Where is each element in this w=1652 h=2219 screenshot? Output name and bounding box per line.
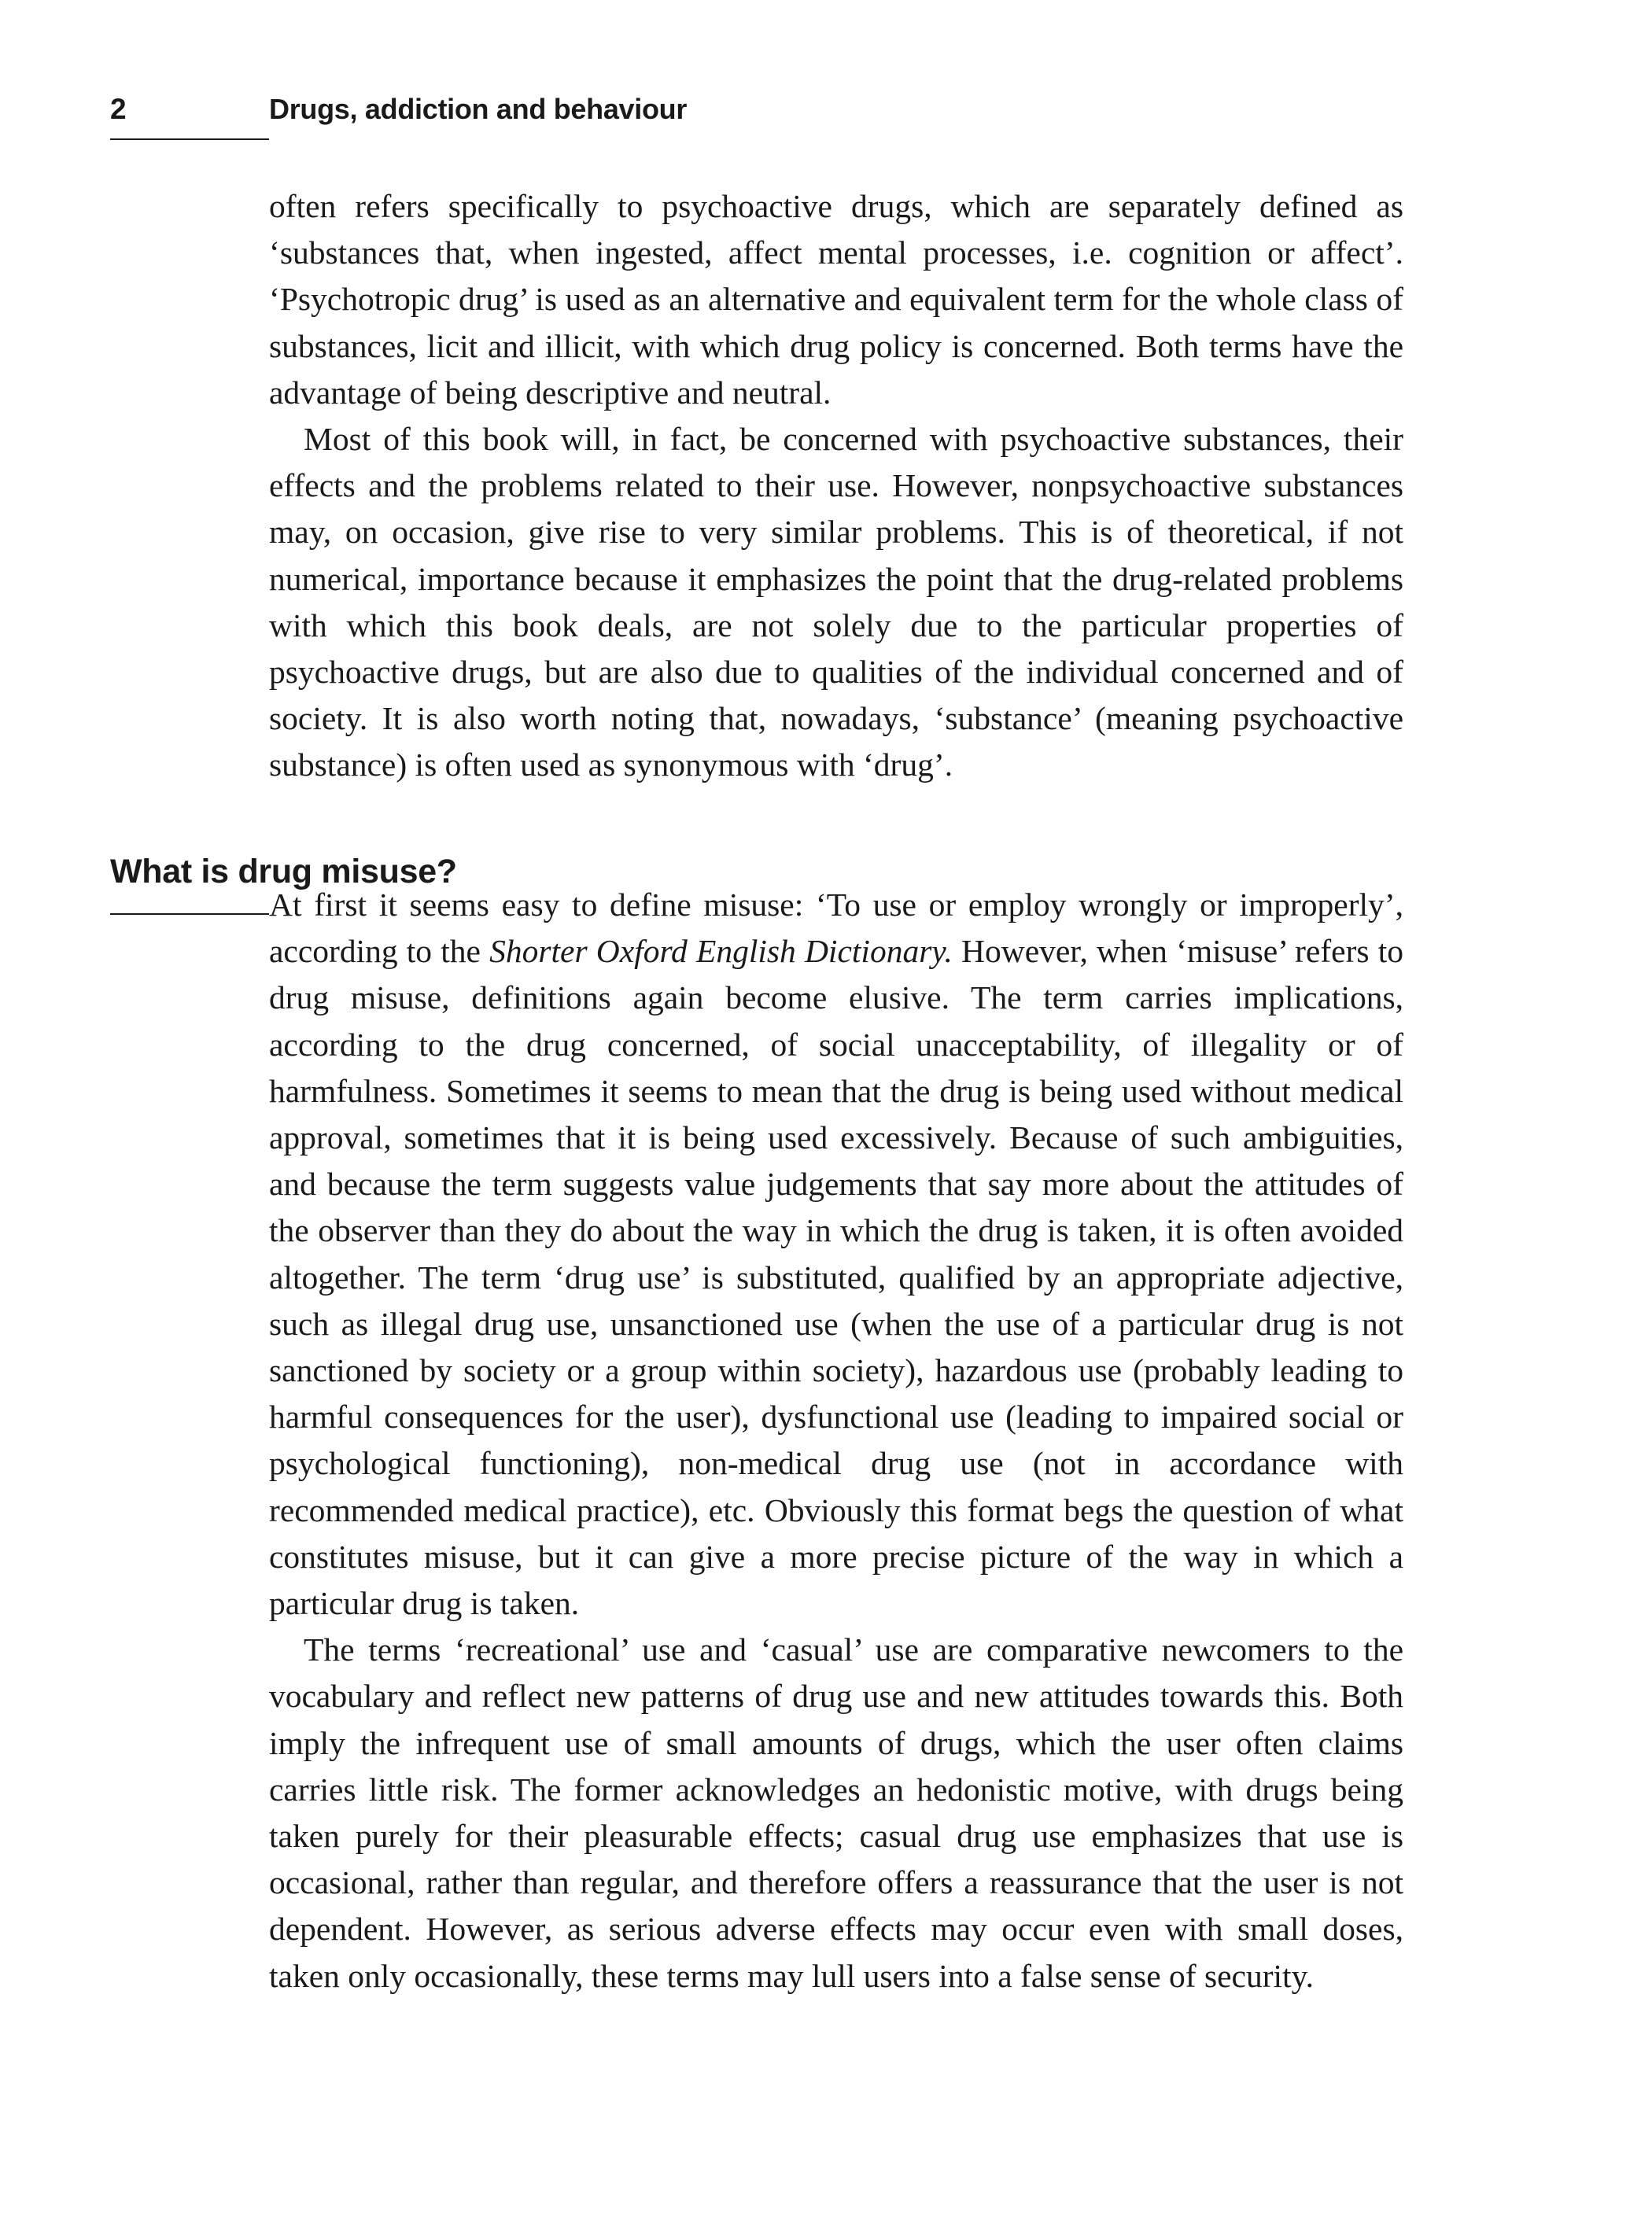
section-heading: What is drug misuse?: [110, 853, 457, 890]
section-rule: [110, 913, 269, 915]
paragraph: Most of this book will, in fact, be concerned with psychoactive substances, their effects and the problems related to their use. However, nonpsychoactive substances may, on occasion, give rise to very similar problems. This is of theoretical, if not numerical, importance because it emphasizes the point that the drug-related problems with which this book deals, are not solely due to the particular properties of psychoactive drugs, but are also due to qualities of the individual concerned and of society. It is also worth noting that, nowadays, ‘substance’ (meaning psychoactive substance) is often used as synonymous with ‘drug’.: [269, 421, 1403, 783]
running-head: [110, 87, 1526, 142]
text-run: At first it seems easy to define misuse: ‘To use or employ wrongly or improperly’, according to the: [269, 886, 1403, 970]
running-title: Drugs, addiction and behaviour: [269, 93, 688, 125]
text-run: However, when ‘misuse’ refers to drug misuse, definitions again become elusive. The term carries implications, according to the drug concerned, of social unacceptability, of illegality or of harmfulness. Sometimes it seems to mean that the drug is being used without medical approval, sometimes that it is being used excessively. Because of such ambiguities, and because the term suggests value judgements that say more about the attitudes of the observer than they do about the way in which the drug is taken, it is often avoided altogether. The term ‘drug use’ is substituted, qualified by an appropriate adjective, such as illegal drug use, unsanctioned use (when the use of a particular drug is not sanctioned by society or a group within society), hazardous use (probably leading to harmful consequences for the user), dysfunctional use (leading to impaired social or psychological functioning), non-medical drug use (not in accordance with recommended medical practice), etc. Obviously this format begs the question of what constitutes misuse, but it can give a more precise picture of the way in which a particular drug is taken.: [269, 933, 1403, 1622]
dictionary-title: Shorter Oxford English Dictionary.: [489, 933, 953, 970]
paragraph: The terms ‘recreational’ use and ‘casual’ use are comparative newcomers to the vocabulary and reflect new patterns of drug use and new attitudes towards this. Both imply the infrequent use of small amounts of drugs, which the user often claims carries little risk. The former acknowledges an hedonistic motive, with drugs being taken purely for their pleasurable effects; casual drug use emphasizes that use is occasional, rather than regular, and therefore offers a reassurance that the user is not dependent. However, as serious adverse effects may occur even with small doses, taken only occasionally, these terms may lull users into a false sense of security.: [269, 1631, 1403, 1994]
page-number: 2: [110, 93, 127, 125]
intro-text-block: [269, 183, 1403, 789]
paragraph: often refers specifically to psychoactive drugs, which are separately defined as ‘substances that, when ingested, affect mental processes, i.e. cognition or affect’. ‘Psychotropic drug’ is used as an alternative and equivalent term for the whole class of substances, licit and illicit, with which drug policy is concerned. Both terms have the advantage of being descriptive and neutral.: [269, 188, 1403, 411]
paragraph: [269, 882, 1403, 1627]
section-text-block: [269, 882, 1403, 2000]
header-rule: [110, 138, 269, 140]
